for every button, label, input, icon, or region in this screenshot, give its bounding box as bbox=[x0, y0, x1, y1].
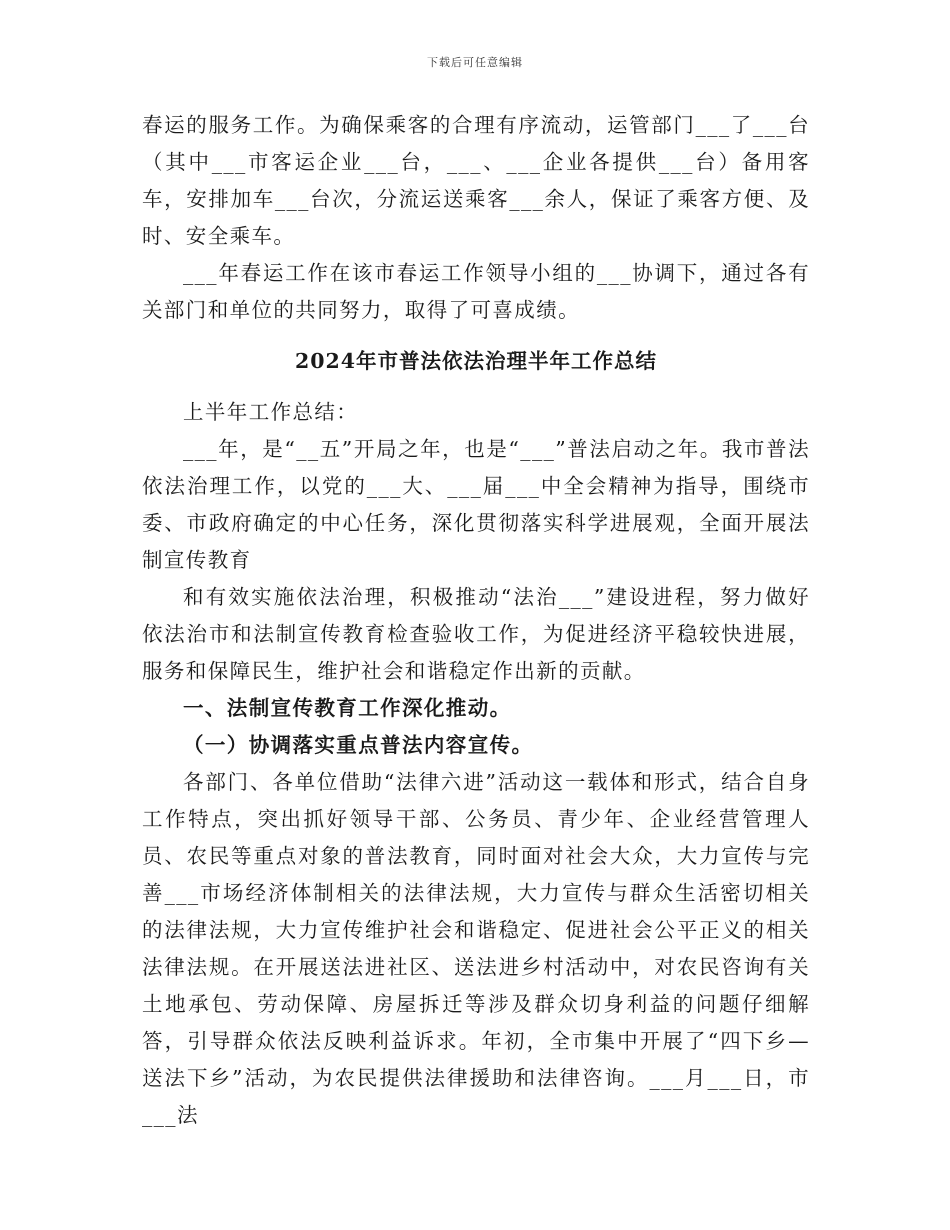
subsection-heading: （一）协调落实重点普法内容宣传。 bbox=[183, 733, 534, 757]
document-body bbox=[142, 107, 810, 1134]
paragraph: 上半年工作总结： bbox=[183, 400, 359, 424]
document-title: 2024年市普法依法治理半年工作总结 bbox=[294, 349, 658, 373]
page-header-note: 下载后可任意编辑 bbox=[427, 56, 523, 69]
paragraph: ___年，是“__五”开局之年，也是“___”普法启动之年。我市普法依法治理工作，以党的___大、___届___中全会精神为指导，围绕市委、市政府确定的中心任务，深化贯彻落实科学进展观，全面开展法制宣传教育 bbox=[142, 437, 810, 572]
paragraph: ___年春运工作在该市春运工作领导小组的___协调下，通过各有关部门和单位的共同努力，取得了可喜成绩。 bbox=[142, 261, 810, 322]
paragraph: 春运的服务工作。为确保乘客的合理有序流动，运管部门___了___台（其中___市客运企业___台，___、___企业各提供___台）备用客车，安排加车___台次，分流运送乘客___余人，保证了乘客方便、及时、安全乘车。 bbox=[142, 113, 810, 248]
paragraph: 和有效实施依法治理，积极推动“法治___”建设进程，努力做好依法治市和法制宣传教育检查验收工作，为促进经济平稳较快进展，服务和保障民生，维护社会和谐稳定作出新的贡献。 bbox=[142, 585, 810, 683]
section-heading: 一、法制宣传教育工作深化推动。 bbox=[183, 696, 512, 720]
paragraph: 各部门、各单位借助“法律六进”活动这一载体和形式，结合自身工作特点，突出抓好领导干部、公务员、青少年、企业经营管理人员、农民等重点对象的普法教育，同时面对社会大众，大力宣传与完善___市场经济体制相关的法律法规，大力宣传与群众生活密切相关的法律法规，大力宣传维护社会和谐稳定、促进社会公平正义的相关法律法规。在开展送法进社区、送法进乡村活动中，对农民咨询有关土地承包、劳动保障、房屋拆迁等涉及群众切身利益的问题仔细解答，引导群众依法反映利益诉求。年初，全市集中开展了“四下乡—送法下乡”活动，为农民提供法律援助和法律咨询。___月___日，市___法 bbox=[142, 770, 810, 1127]
